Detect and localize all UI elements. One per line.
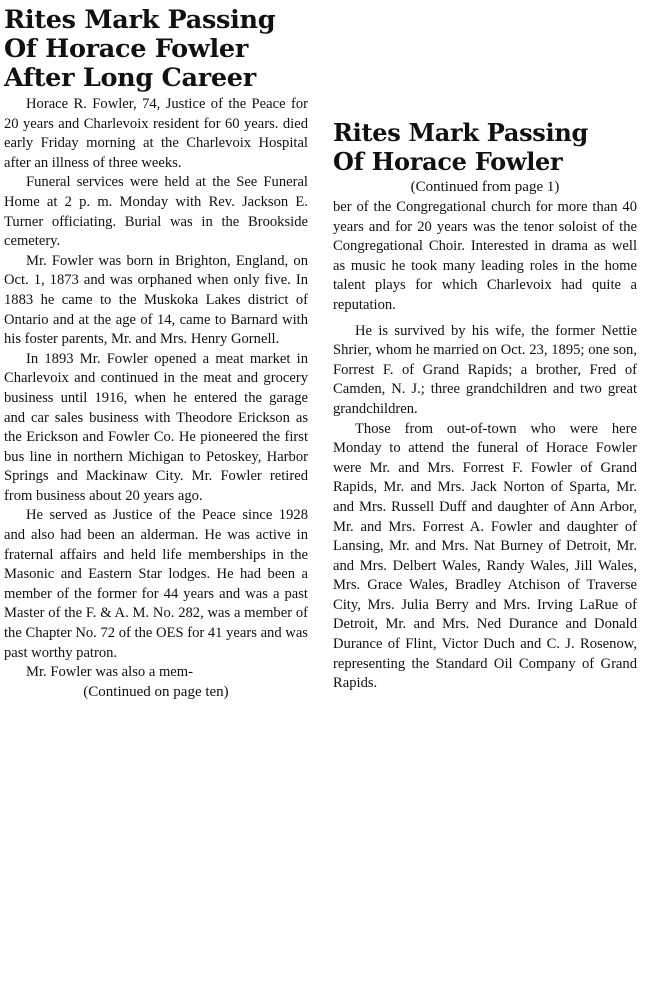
- paragraph-church: ber of the Congregational church for more than 40 years and for 20 years was the tenor soloist of the Congregational Choir. Interested in drama as well as music he took many leading roles in the home talent plays for which Charlevoix had quite a reputation.: [333, 199, 637, 313]
- paragraph-public-service: He served as Justice of the Peace since 1928 and also had been an alderman. He was active in fraternal affairs and held life memberships in the Masonic and Eastern Star lodges. He had been a member of the former for 44 years and was a past Master of the F. & A. M. No. 282, was a member of the Chapter No. 72 of the OES for 41 years and was past worthy patron.: [4, 507, 308, 661]
- continuation-headline: [333, 118, 637, 176]
- paragraph-attendees: Those from out-of-town who were here Monday to attend the funeral of Horace Fowler were Mr. and Mrs. Forrest F. Fowler of Grand Rapids, Mr. and Mrs. Jack Norton of Sparta, Mr. and Mrs. Russell Duff and daughter of Ann Arbor, Mr. and Mrs. Forrest A. Fowler and daughter of Lansing, Mr. and Mrs. Nat Burney of Detroit, Mr. and Mrs. Delbert Wales, Randy Wales, Jill Wales, Mrs. Grace Wales, Bradley Atchison of Traverse City, Mrs. Julia Berry and Mrs. Irving LaRue of Detroit, Mr. and Mrs. Ned Durance and Donald Durance of Flint, Victor Duch and C. J. Rosenow, representing the Standard Oil Company of Grand Rapids.: [333, 420, 637, 692]
- article-first-column: [4, 6, 308, 702]
- paragraph-membership-start: Mr. Fowler was also a mem-: [26, 664, 193, 681]
- continuation-headline-line-2: Of Horace Fowler: [333, 147, 563, 176]
- article-continuation-column: [333, 118, 637, 694]
- paragraph-survivors: He is survived by his wife, the former Nettie Shrier, whom he married on Oct. 23, 1895; one son, Forrest F. of Grand Rapids; a brother, Fred of Camden, N. J.; three grandchildren and two great grandchildren.: [333, 322, 637, 417]
- continuation-headline-line-1: Rites Mark Passing: [333, 118, 588, 147]
- paragraph-funeral: Funeral services were held at the See Funeral Home at 2 p. m. Monday with Rev. Jackson E. Turner officiating. Burial was in the Brookside cemetery.: [4, 174, 308, 250]
- paragraph-business: In 1893 Mr. Fowler opened a meat market in Charlevoix and continued in the meat and grocery business until 1916, when he entered the garage and car sales business with Theodore Erickson as the Erickson and Fowler Co. He pioneered the first bus line in northern Michigan to Petoskey, Harbor Springs and Mackinaw City. Mr. Fowler retired from business about 20 years ago.: [4, 350, 308, 504]
- continued-from-note: (Continued from page 1): [410, 179, 560, 195]
- paragraph-death-notice: Horace R. Fowler, 74, Justice of the Peace for 20 years and Charlevoix resident for 60 years. died early Friday morning at the Charlevoix Hospital after an illness of three weeks.: [4, 96, 308, 171]
- headline: [4, 6, 308, 93]
- headline-line-1: Rites Mark Passing: [4, 5, 276, 35]
- continued-on-note: (Continued on page ten): [83, 683, 229, 700]
- paragraph-early-life: Mr. Fowler was born in Brighton, England, on Oct. 1, 1873 and was orphaned when only five. In 1883 he came to the Muskoka Lakes district of Ontario and at the age of 14, came to Barnard with his foster parents, Mr. and Mrs. Henry Gornell.: [4, 252, 308, 348]
- headline-line-3: After Long Career: [4, 63, 256, 93]
- headline-line-2: Of Horace Fowler: [4, 34, 248, 64]
